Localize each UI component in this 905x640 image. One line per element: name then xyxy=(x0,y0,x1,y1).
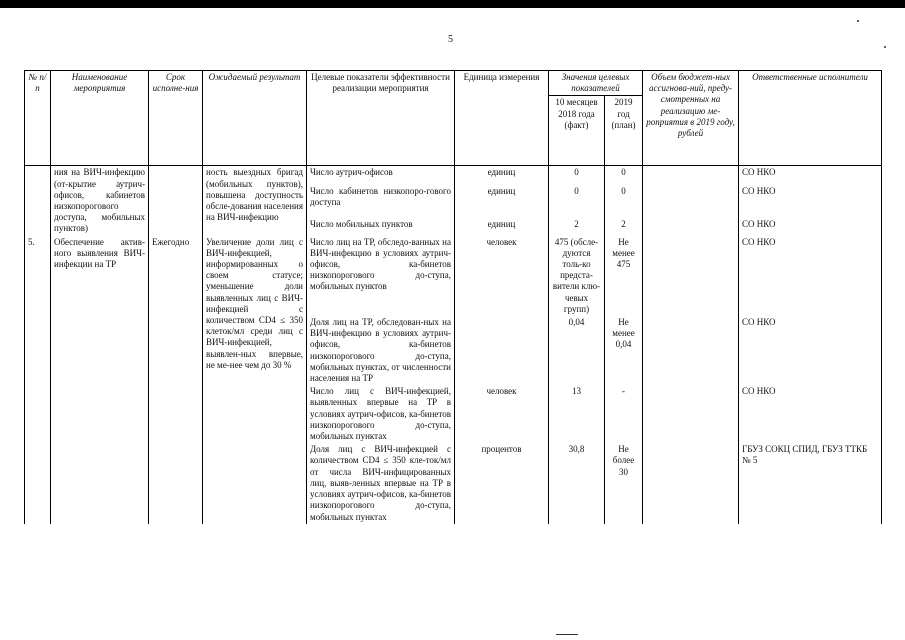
value-plan: Не менее 0,04 xyxy=(605,316,643,385)
scan-top-edge xyxy=(0,0,905,8)
target-indicator: Число аутрич-офисов xyxy=(307,166,455,185)
value-plan: Не более 30 xyxy=(605,443,643,523)
unit xyxy=(455,316,549,385)
page-number: 5 xyxy=(448,34,453,45)
responsible: СО НКО xyxy=(739,236,882,316)
header-num: № п/п xyxy=(25,71,51,166)
value-plan: 0 xyxy=(605,185,643,218)
unit: человек xyxy=(455,385,549,443)
value-fact: 30,8 xyxy=(549,443,605,523)
value-fact: 0,04 xyxy=(549,316,605,385)
responsible: ГБУЗ СОКЦ СПИД, ГБУЗ ТТКБ № 5 xyxy=(739,443,882,523)
value-plan: 2 xyxy=(605,218,643,236)
header-budget: Объем бюджет-ных ассигнова-ний, преду-смотренных на реализацию ме-роприятия в 2019 году, рублей xyxy=(643,71,739,166)
responsible: СО НКО xyxy=(739,316,882,385)
unit: процентов xyxy=(455,443,549,523)
measure-name: ния на ВИЧ-инфекцию (от-крытие аутрич-офисов, кабинетов низкопорогового доступа, мобильных пунктов) xyxy=(51,166,149,236)
value-fact: 13 xyxy=(549,385,605,443)
table-row xyxy=(25,166,882,185)
header-result: Ожидаемый результат xyxy=(203,71,307,166)
responsible: СО НКО xyxy=(739,385,882,443)
measure-name: Обеспечение актив-ного выявления ВИЧ-инфекции на ТР xyxy=(51,236,149,524)
measure-term: Ежегодно xyxy=(149,236,203,524)
responsible: СО НКО xyxy=(739,218,882,236)
target-indicator: Число лиц на ТР, обследо-ванных на ВИЧ-инфекцию в условиях аутрич-офисов, ка-бинетов низкопорогового до-ступа, мобильных пунктов xyxy=(307,236,455,316)
value-plan: - xyxy=(605,385,643,443)
header-name: Наименование мероприятия xyxy=(51,71,149,166)
value-plan: Не менее 475 xyxy=(605,236,643,316)
measures-table xyxy=(24,70,882,524)
unit: единиц xyxy=(455,218,549,236)
scan-mark xyxy=(556,634,578,635)
value-plan: 0 xyxy=(605,166,643,185)
unit: единиц xyxy=(455,166,549,185)
value-fact: 2 xyxy=(549,218,605,236)
unit: единиц xyxy=(455,185,549,218)
header-targets: Целевые показатели эффективности реализации мероприятия xyxy=(307,71,455,166)
unit: человек xyxy=(455,236,549,316)
table-row xyxy=(25,236,882,316)
value-fact: 0 xyxy=(549,185,605,218)
expected-result: ность выездных бригад (мобильных пунктов), повышена доступность обсле-дования населения на ВИЧ-инфекцию xyxy=(203,166,307,236)
responsible: СО НКО xyxy=(739,166,882,185)
responsible: СО НКО xyxy=(739,185,882,218)
header-fact: 10 месяцев 2018 года (факт) xyxy=(549,96,605,166)
measure-number: 5. xyxy=(25,236,51,524)
header-unit: Единица измерения xyxy=(455,71,549,166)
expected-result: Увеличение доли лиц с ВИЧ-инфекцией, информированных о своем статусе; уменьшение доли выявленных лиц с ВИЧ-инфекцией с количеством CD4 ≤ 350 клеток/мл среди лиц с ВИЧ-инфекцией, выявлен-ных впервые, не ме-нее чем до 30 % xyxy=(203,236,307,524)
table-header xyxy=(25,71,882,166)
header-term: Срок исполне-ния xyxy=(149,71,203,166)
value-fact: 0 xyxy=(549,166,605,185)
target-indicator: Доля лиц на ТР, обследован-ных на ВИЧ-инфекцию в условиях аутрич-офисов, ка-бинетов низкопорогового до-ступа, мобильных пунктах, от численности населения на ТР xyxy=(307,316,455,385)
target-indicator: Число лиц с ВИЧ-инфекцией, выявленных впервые на ТР в условиях аутрич-офисов, ка-бинетов низкопорогового до-ступа, мобильных пунктах xyxy=(307,385,455,443)
header-values: Значения целевых показателей xyxy=(549,71,643,96)
target-indicator: Число кабинетов низкопоро-гового доступа xyxy=(307,185,455,218)
header-plan: 2019 год (план) xyxy=(605,96,643,166)
scan-speck xyxy=(884,46,886,48)
scan-speck xyxy=(857,20,859,22)
target-indicator: Доля лиц с ВИЧ-инфекцией с количеством CD4 ≤ 350 кле-ток/мл от числа ВИЧ-инфицированных лиц, выяв-ленных впервые на ТР в условиях аутрич-офисов, ка-бинетов низкопорогового до-ступа, мобильных пунктах xyxy=(307,443,455,523)
value-fact: 475 (обсле-дуются толь-ко предста-вители клю-чевых групп) xyxy=(549,236,605,316)
header-resp: Ответственные исполнители xyxy=(739,71,882,166)
target-indicator: Число мобильных пунктов xyxy=(307,218,455,236)
